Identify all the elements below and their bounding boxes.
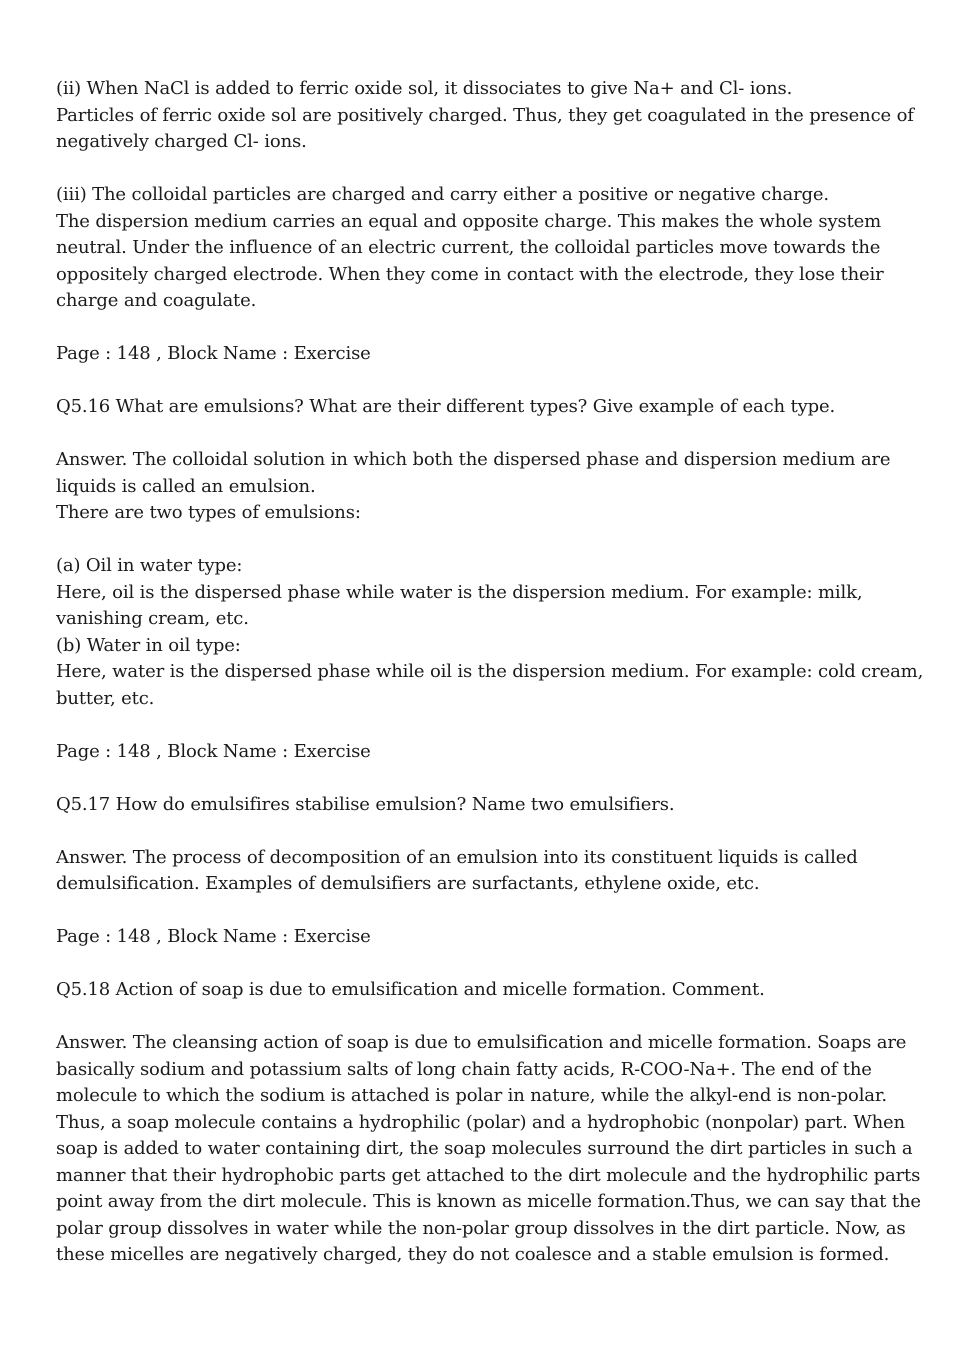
page-block-label bbox=[56, 341, 936, 368]
text-line: Page : 148 , Block Name : Exercise bbox=[56, 740, 371, 762]
question-5-18 bbox=[56, 977, 936, 1004]
text-line: point away from the dirt molecule. This is known as micelle formation.Thus, we can say that the bbox=[56, 1191, 921, 1212]
text-line: The dispersion medium carries an equal and opposite charge. This makes the whole system bbox=[56, 210, 882, 232]
text-line: Here, water is the dispersed phase while oil is the dispersion medium. For example: cold cream, bbox=[56, 661, 924, 682]
text-line: Page : 148 , Block Name : Exercise bbox=[56, 343, 371, 364]
text-line: basically sodium and potassium salts of long chain fatty acids, R-COO-Na+. The end of the bbox=[56, 1058, 872, 1080]
text-line: Thus, a soap molecule contains a hydrophilic (polar) and a hydrophobic (nonpolar) part. When bbox=[56, 1111, 905, 1133]
text-line: molecule to which the sodium is attached is polar in nature, while the alkyl-end is non-polar. bbox=[56, 1085, 887, 1106]
text-line: neutral. Under the influence of an electric current, the colloidal particles move towards the bbox=[56, 237, 881, 258]
answer-5-16-intro bbox=[56, 447, 936, 527]
answer-5-16-types bbox=[56, 553, 936, 712]
answer-5-17 bbox=[56, 845, 936, 898]
text-line: Particles of ferric oxide sol are positively charged. Thus, they get coagulated in the presence of bbox=[56, 104, 914, 126]
text-line: There are two types of emulsions: bbox=[56, 502, 361, 523]
document-page bbox=[56, 76, 936, 1295]
text-line: (a) Oil in water type: bbox=[56, 555, 243, 576]
text-line: Q5.16 What are emulsions? What are their different types? Give example of each type. bbox=[56, 396, 836, 417]
text-line: liquids is called an emulsion. bbox=[56, 475, 316, 497]
text-line: Answer. The cleansing action of soap is due to emulsification and micelle formation. Soaps are bbox=[56, 1032, 907, 1053]
question-5-16 bbox=[56, 394, 936, 421]
answer-5-18 bbox=[56, 1030, 936, 1269]
text-line: Here, oil is the dispersed phase while water is the dispersion medium. For example: milk, bbox=[56, 581, 863, 603]
text-line: Q5.18 Action of soap is due to emulsification and micelle formation. Comment. bbox=[56, 979, 765, 1000]
text-line: (b) Water in oil type: bbox=[56, 634, 241, 656]
text-line: Answer. The colloidal solution in which both the dispersed phase and dispersion medium are bbox=[56, 449, 891, 470]
page-block-label bbox=[56, 924, 936, 951]
text-line: these micelles are negatively charged, they do not coalesce and a stable emulsion is formed. bbox=[56, 1244, 890, 1265]
page-block-label bbox=[56, 739, 936, 766]
text-line: (iii) The colloidal particles are charged and carry either a positive or negative charge. bbox=[56, 184, 829, 205]
text-line: demulsification. Examples of demulsifiers are surfactants, ethylene oxide, etc. bbox=[56, 873, 760, 894]
text-line: vanishing cream, etc. bbox=[56, 608, 249, 629]
question-5-17 bbox=[56, 792, 936, 819]
text-line: Q5.17 How do emulsifires stabilise emulsion? Name two emulsifiers. bbox=[56, 793, 675, 815]
text-line: soap is added to water containing dirt, the soap molecules surround the dirt particles in such a bbox=[56, 1138, 913, 1159]
text-line: Page : 148 , Block Name : Exercise bbox=[56, 926, 371, 947]
text-line: charge and coagulate. bbox=[56, 290, 257, 311]
answer-part-iii bbox=[56, 182, 936, 315]
answer-part-ii bbox=[56, 76, 936, 156]
text-line: polar group dissolves in water while the non-polar group dissolves in the dirt particle. Now, as bbox=[56, 1217, 906, 1239]
text-line: negatively charged Cl- ions. bbox=[56, 131, 307, 152]
text-line: butter, etc. bbox=[56, 687, 155, 709]
text-line: manner that their hydrophobic parts get attached to the dirt molecule and the hydrophilic parts bbox=[56, 1164, 921, 1186]
text-line: Answer. The process of decomposition of an emulsion into its constituent liquids is called bbox=[56, 846, 858, 868]
text-line: (ii) When NaCl is added to ferric oxide sol, it dissociates to give Na+ and Cl- ions. bbox=[56, 78, 793, 99]
text-line: oppositely charged electrode. When they come in contact with the electrode, they lose their bbox=[56, 263, 884, 285]
